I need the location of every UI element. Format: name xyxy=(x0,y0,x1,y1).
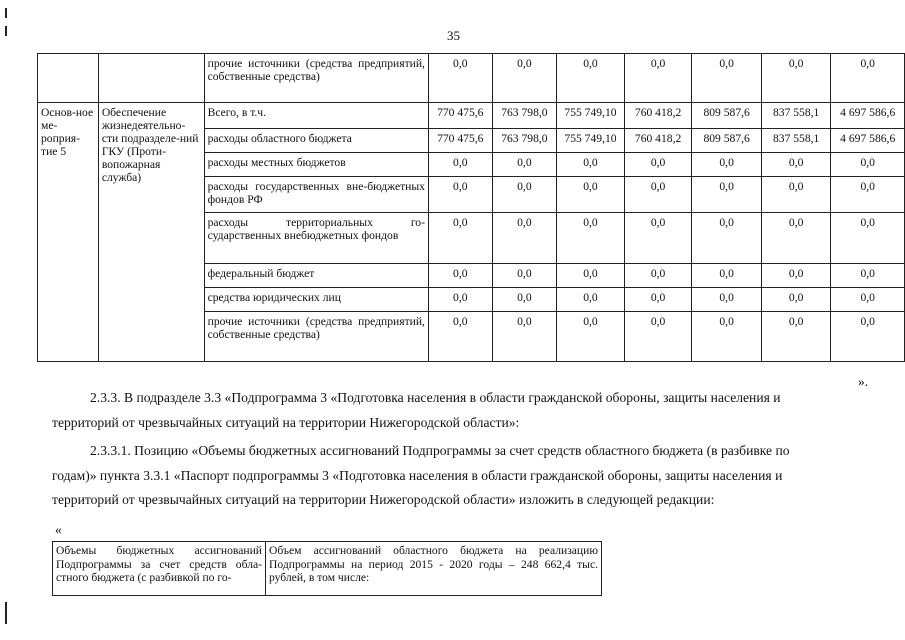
value-cell: 763 798,0 xyxy=(492,103,557,129)
empty-cell xyxy=(38,54,99,103)
value-cell: 0,0 xyxy=(831,54,905,103)
value-cell: 0,0 xyxy=(692,312,762,362)
table-row xyxy=(53,542,602,596)
value-cell: 0,0 xyxy=(428,54,492,103)
value-cell: 760 418,2 xyxy=(624,129,692,153)
paragraph-2-3-3 xyxy=(52,386,870,435)
value-cell: 0,0 xyxy=(428,264,492,288)
value-cell: 0,0 xyxy=(624,177,692,213)
row-description: средства юридических лиц xyxy=(204,288,428,312)
value-cell: 0,0 xyxy=(624,213,692,264)
value-cell: 0,0 xyxy=(428,288,492,312)
value-cell: 0,0 xyxy=(428,213,492,264)
value-cell: 0,0 xyxy=(624,312,692,362)
value-cell: 0,0 xyxy=(492,312,557,362)
value-cell: 0,0 xyxy=(492,54,557,103)
value-cell: 0,0 xyxy=(831,153,905,177)
margin-mark xyxy=(5,602,7,624)
value-cell: 0,0 xyxy=(761,153,831,177)
row-description: расходы государственных вне-бюджетных фондов РФ xyxy=(204,177,428,213)
value-cell: 0,0 xyxy=(428,153,492,177)
opening-quote: « xyxy=(55,522,62,537)
margin-mark xyxy=(5,26,7,36)
value-cell: 0,0 xyxy=(557,213,625,264)
value-cell: 0,0 xyxy=(624,54,692,103)
value-cell: 0,0 xyxy=(692,264,762,288)
value-cell: 0,0 xyxy=(557,264,625,288)
value-cell: 770 475,6 xyxy=(428,103,492,129)
value-cell: 0,0 xyxy=(492,264,557,288)
passport-table xyxy=(52,541,602,596)
measure-label: Основ-ное ме-роприя-тие 5 xyxy=(38,103,99,362)
passport-value: Объем ассигнований областного бюджета на реализацию Подпрограммы на период 2015 - 2020 годы – 248 662,4 тыс. рублей, в том числе: xyxy=(266,542,602,596)
value-cell: 0,0 xyxy=(692,213,762,264)
value-cell: 0,0 xyxy=(692,153,762,177)
value-cell: 0,0 xyxy=(831,312,905,362)
value-cell: 0,0 xyxy=(557,153,625,177)
value-cell: 0,0 xyxy=(557,54,625,103)
value-cell: 0,0 xyxy=(624,264,692,288)
value-cell: 0,0 xyxy=(492,177,557,213)
row-description: прочие источники (средства предприятий, собственные средства) xyxy=(204,54,428,103)
value-cell: 0,0 xyxy=(557,312,625,362)
measure-name: Обеспечение жизнедеятельно-сти подразделе-ний ГКУ (Проти-вопожарная служба) xyxy=(98,103,204,362)
value-cell: 0,0 xyxy=(761,54,831,103)
budget-table xyxy=(37,53,905,362)
closing-quote: ». xyxy=(858,374,869,389)
value-cell: 4 697 586,6 xyxy=(831,103,905,129)
value-cell: 4 697 586,6 xyxy=(831,129,905,153)
value-cell: 809 587,6 xyxy=(692,129,762,153)
value-cell: 763 798,0 xyxy=(492,129,557,153)
paragraph-line: 2.3.3. В подразделе 3.3 «Подпрограмма 3 «Подготовка населения в области гражданской обороны, защиты населения и xyxy=(90,390,781,405)
table-row xyxy=(38,54,905,103)
paragraph-line: территорий от чрезвычайных ситуаций на территории Нижегородской области»: xyxy=(52,414,520,430)
value-cell: 0,0 xyxy=(428,177,492,213)
table-row xyxy=(38,103,905,129)
value-cell: 0,0 xyxy=(692,288,762,312)
value-cell: 755 749,10 xyxy=(557,103,625,129)
value-cell: 809 587,6 xyxy=(692,103,762,129)
passport-label: Объемы бюджетных ассигнований Подпрограммы за счет средств обла-стного бюджета (с разбивкой по го- xyxy=(53,542,266,596)
empty-cell xyxy=(98,54,204,103)
value-cell: 0,0 xyxy=(831,177,905,213)
row-description: прочие источники (средства предприятий, собственные средства) xyxy=(204,312,428,362)
value-cell: 0,0 xyxy=(692,54,762,103)
value-cell: 0,0 xyxy=(761,213,831,264)
value-cell: 0,0 xyxy=(761,288,831,312)
value-cell: 0,0 xyxy=(492,153,557,177)
margin-mark xyxy=(5,8,7,18)
value-cell: 0,0 xyxy=(492,213,557,264)
value-cell: 0,0 xyxy=(557,177,625,213)
value-cell: 0,0 xyxy=(761,177,831,213)
value-cell: 0,0 xyxy=(624,153,692,177)
row-description: расходы областного бюджета xyxy=(204,129,428,153)
value-cell: 837 558,1 xyxy=(761,103,831,129)
row-description: расходы местных бюджетов xyxy=(204,153,428,177)
value-cell: 0,0 xyxy=(761,264,831,288)
value-cell: 0,0 xyxy=(831,264,905,288)
value-cell: 0,0 xyxy=(492,288,557,312)
row-description: Всего, в т.ч. xyxy=(204,103,428,129)
row-description: расходы территориальных го-сударственных внебюджетных фондов xyxy=(204,213,428,264)
value-cell: 0,0 xyxy=(428,312,492,362)
paragraph-line: 2.3.3.1. Позицию «Объемы бюджетных ассигнований Подпрограммы за счет средств областного бюджета (в разбивке по xyxy=(90,443,790,458)
paragraph-line: годам)» пункта 3.3.1 «Паспорт подпрограммы 3 «Подготовка населения в области гражданской обороны, защиты населения и xyxy=(52,467,783,483)
value-cell: 0,0 xyxy=(557,288,625,312)
paragraph-line: территорий от чрезвычайных ситуаций на территории Нижегородской области» изложить в следующей редакции: xyxy=(52,492,715,507)
value-cell: 755 749,10 xyxy=(557,129,625,153)
paragraph-2-3-3-1 xyxy=(52,439,870,513)
value-cell: 0,0 xyxy=(624,288,692,312)
page-number: 35 xyxy=(447,28,460,43)
value-cell: 0,0 xyxy=(692,177,762,213)
value-cell: 0,0 xyxy=(761,312,831,362)
row-description: федеральный бюджет xyxy=(204,264,428,288)
value-cell: 770 475,6 xyxy=(428,129,492,153)
value-cell: 837 558,1 xyxy=(761,129,831,153)
value-cell: 760 418,2 xyxy=(624,103,692,129)
value-cell: 0,0 xyxy=(831,213,905,264)
value-cell: 0,0 xyxy=(831,288,905,312)
